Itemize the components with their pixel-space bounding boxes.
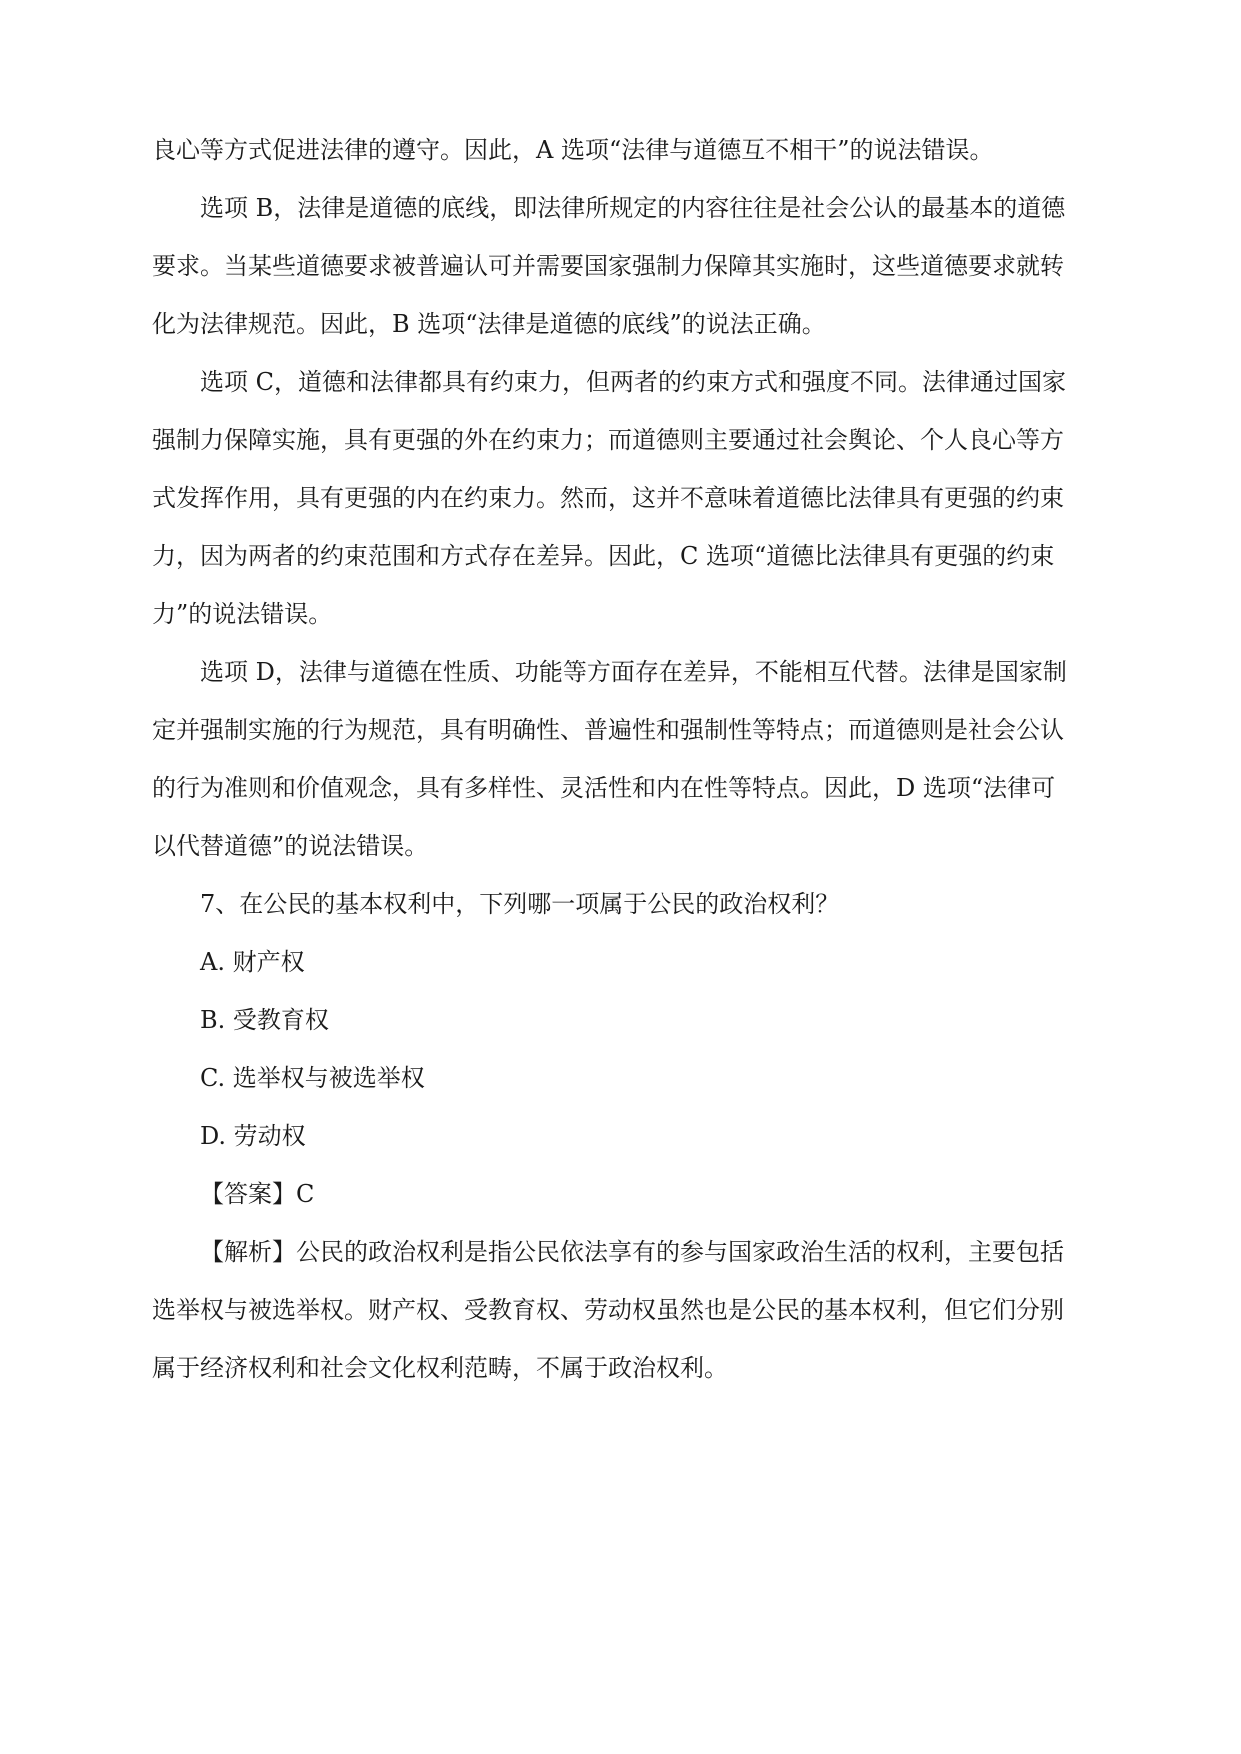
text-line: 良心等方式促进法律的遵守。因此，A 选项“法律与道德互不相干”的说法错误。: [152, 136, 994, 164]
text-line: 的行为准则和价值观念，具有多样性、灵活性和内在性等特点。因此，D 选项“法律可: [152, 774, 1056, 802]
document-page: [152, 0, 1092, 1754]
text-line: 定并强制实施的行为规范，具有明确性、普遍性和强制性等特点；而道德则是社会公认: [152, 716, 1064, 744]
option-b: B. 受教育权: [200, 1006, 329, 1034]
text-line: 式发挥作用，具有更强的内在约束力。然而，这并不意味着道德比法律具有更强的约束: [152, 484, 1064, 512]
text-line: 化为法律规范。因此，B 选项“法律是道德的底线”的说法正确。: [152, 310, 826, 338]
text-line: 强制力保障实施，具有更强的外在约束力；而道德则主要通过社会舆论、个人良心等方: [152, 426, 1064, 454]
question-text: 7、在公民的基本权利中，下列哪一项属于公民的政治权利？: [200, 890, 840, 918]
answer-line: 【答案】C: [200, 1180, 315, 1208]
explanation-line: 【解析】公民的政治权利是指公民依法享有的参与国家政治生活的权利，主要包括: [200, 1238, 1064, 1266]
text-line: 力”的说法错误。: [152, 600, 333, 628]
option-d: D. 劳动权: [200, 1122, 306, 1150]
text-line: 以代替道德”的说法错误。: [152, 832, 429, 860]
option-a: A. 财产权: [200, 948, 305, 976]
explanation-line: 属于经济权利和社会文化权利范畴，不属于政治权利。: [152, 1354, 728, 1382]
text-line: 要求。当某些道德要求被普遍认可并需要国家强制力保障其实施时，这些道德要求就转: [152, 252, 1064, 280]
text-line: 选项 C，道德和法律都具有约束力，但两者的约束方式和强度不同。法律通过国家: [200, 368, 1066, 396]
text-line: 选项 B，法律是道德的底线，即法律所规定的内容往往是社会公认的最基本的道德: [200, 194, 1066, 222]
text-line: 选项 D，法律与道德在性质、功能等方面存在差异，不能相互代替。法律是国家制: [200, 658, 1067, 686]
explanation-line: 选举权与被选举权。财产权、受教育权、劳动权虽然也是公民的基本权利，但它们分别: [152, 1296, 1064, 1324]
option-c: C. 选举权与被选举权: [200, 1064, 425, 1092]
text-line: 力，因为两者的约束范围和方式存在差异。因此，C 选项“道德比法律具有更强的约束: [152, 542, 1055, 570]
